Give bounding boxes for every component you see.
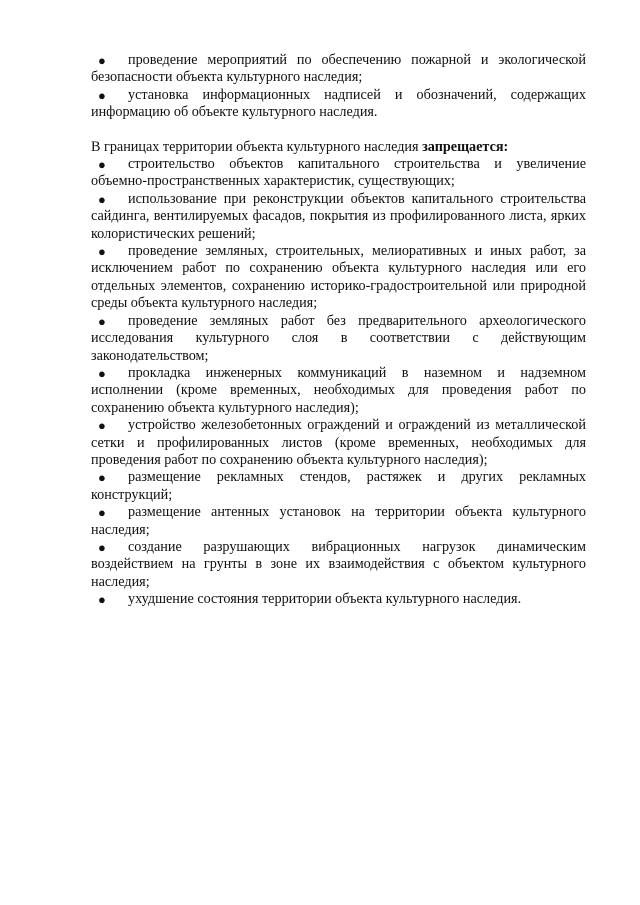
top-list	[91, 52, 586, 122]
list-item	[91, 87, 586, 122]
list-item-text: проведение мероприятий по обеспечению пожарной и экологической безопасности объекта культурного наследия;	[91, 52, 586, 86]
intro-text: В границах территории объекта культурного наследия	[91, 138, 423, 155]
list-item	[91, 417, 586, 469]
list-item-text: строительство объектов капитального строительства и увеличение объемно-пространственных характеристик, существующих;	[91, 156, 586, 190]
list-item-text: проведение земляных, строительных, мелиоративных и иных работ, за исключением работ по сохранению объекта культурного наследия или его отдельных элементов, сохранению историко-градостроительной или природной среды объекта культурного наследия;	[91, 243, 586, 312]
list-item-text: установка информационных надписей и обозначений, содержащих информацию об объекте культурного наследия.	[91, 86, 586, 121]
list-item-text: создание разрушающих вибрационных нагрузок динамическим воздействием на грунты в зоне их взаимодействия с объектом культурного наследия;	[91, 538, 586, 590]
prohibition-intro	[91, 139, 586, 156]
list-item-text: ухудшение состояния территории объекта культурного наследия.	[128, 591, 522, 608]
bullet-icon: ●	[98, 53, 106, 68]
bullet-icon: ●	[98, 87, 106, 103]
bullet-icon: ●	[98, 244, 106, 260]
bullet-icon: ●	[98, 592, 106, 608]
list-item	[91, 469, 586, 504]
list-item-text: размещение рекламных стендов, растяжек и других рекламных конструкций;	[91, 469, 586, 503]
bullet-icon: ●	[98, 191, 106, 207]
list-item-text: устройство железобетонных ограждений и ограждений из металлической сетки и профилированных листов (кроме временных, необходимых для проведения работ по сохранению объекта культурного наследия);	[91, 417, 586, 468]
bullet-icon: ●	[98, 505, 106, 521]
bullet-icon: ●	[98, 539, 106, 555]
list-item	[91, 191, 586, 243]
list-item	[91, 243, 586, 313]
list-item	[91, 591, 586, 608]
bullet-icon: ●	[98, 365, 106, 381]
list-item-text: проведение земляных работ без предварительного археологического исследования культурного слоя в соответствии с действующим законодательством;	[91, 312, 586, 364]
bullet-icon: ●	[98, 470, 106, 486]
list-item	[91, 504, 586, 539]
bullet-icon: ●	[98, 418, 106, 434]
list-item	[91, 156, 586, 191]
list-item	[91, 539, 586, 591]
list-item-text: использование при реконструкции объектов капитального строительства сайдинга, вентилируемых фасадов, покрытия из профилированного листа, ярких колористических решений;	[91, 190, 586, 242]
intro-emphasis: запрещается:	[422, 138, 509, 155]
prohibited-list	[91, 156, 586, 609]
bullet-icon: ●	[98, 313, 106, 329]
list-item	[91, 365, 586, 417]
bullet-icon: ●	[98, 157, 106, 173]
list-item	[91, 52, 586, 87]
list-item-text: размещение антенных установок на территории объекта культурного наследия;	[91, 504, 586, 538]
list-item-text: прокладка инженерных коммуникаций в наземном и надземном исполнении (кроме временных, необходимых для проведения работ по сохранению объекта культурного наследия);	[91, 364, 586, 416]
list-item	[91, 313, 586, 365]
